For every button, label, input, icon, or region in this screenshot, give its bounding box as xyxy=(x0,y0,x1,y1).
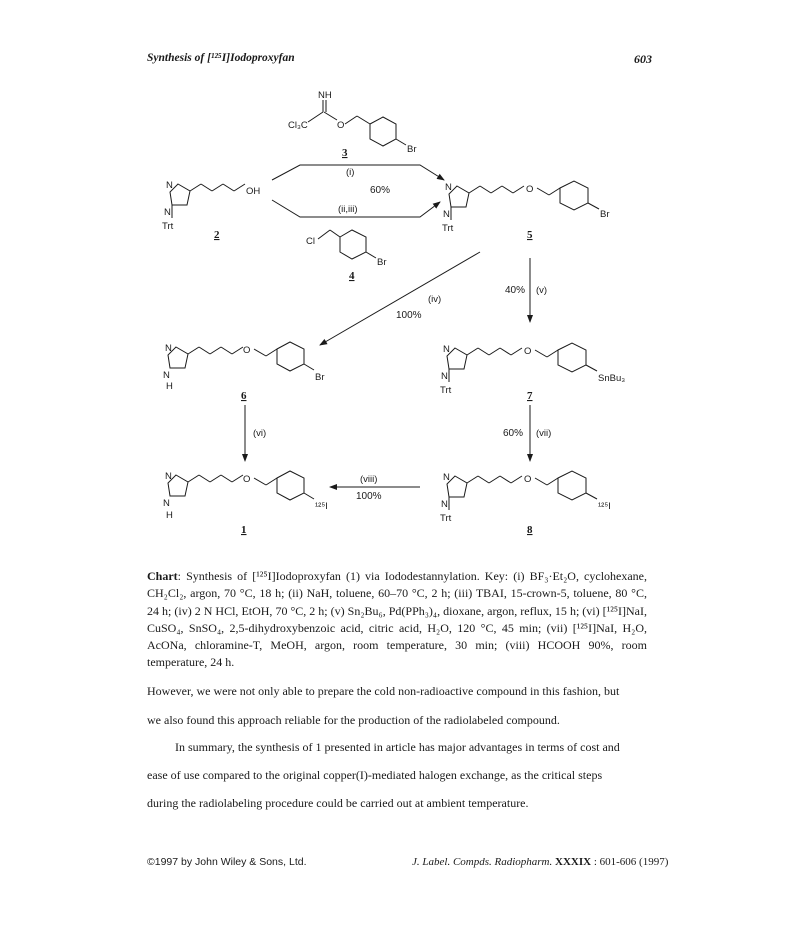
figure-caption xyxy=(147,568,647,672)
compound-5-structure xyxy=(449,181,599,220)
body-paragraph-1-line-1: However, we were not only able to prepare the cold non-radioactive compound in this fashion, but xyxy=(147,684,620,698)
cpd5-br: Br xyxy=(600,209,610,220)
cpd2-n-bottom: N xyxy=(164,207,171,218)
step-i-yield: 60% xyxy=(370,185,391,196)
cpd2-oh: OH xyxy=(246,186,261,197)
reagent-4-cl: Cl xyxy=(306,236,315,247)
arrow-step-iv xyxy=(320,252,480,345)
cpd1-n-top: N xyxy=(165,471,172,482)
cpd6-h: H xyxy=(166,381,173,392)
compound-7-structure xyxy=(447,343,597,382)
cpd7-o: O xyxy=(524,346,532,357)
cpd5-n-top: N xyxy=(445,182,452,193)
journal-volume: XXXIX xyxy=(555,856,592,868)
body-paragraph-1-line-2: we also found this approach reliable for the production of the radiolabeled compound. xyxy=(147,713,560,727)
compound-8-structure xyxy=(447,471,597,510)
cpd1-iodo: ¹²⁵I xyxy=(315,501,328,512)
step-vi-label: (vi) xyxy=(253,428,267,439)
step-iv-label: (iv) xyxy=(428,294,442,305)
reagent-4-label: 4 xyxy=(349,270,355,282)
cpd2-trt: Trt xyxy=(162,221,174,232)
cpd8-n-bottom: N xyxy=(441,499,448,510)
page-number: 603 xyxy=(634,52,652,66)
body-paragraph-2-line-2: ease of use compared to the original copper(I)-mediated halogen exchange, as the critical steps xyxy=(147,768,603,782)
cpd8-label: 8 xyxy=(527,524,533,536)
cpd6-label: 6 xyxy=(241,390,247,402)
reagent-4-structure xyxy=(318,230,376,259)
cpd5-trt: Trt xyxy=(442,223,454,234)
cpd6-o: O xyxy=(243,345,251,356)
reagent-4-br: Br xyxy=(377,257,387,268)
cpd5-n-bottom: N xyxy=(443,209,450,220)
cpd6-n-bottom: N xyxy=(163,370,170,381)
step-iv-yield: 100% xyxy=(396,310,422,321)
copyright-notice: ©1997 by John Wiley & Sons, Ltd. xyxy=(147,856,307,868)
cpd5-label: 5 xyxy=(527,229,533,241)
cpd8-iodo: ¹²⁵I xyxy=(598,501,611,512)
cpd8-n-top: N xyxy=(443,472,450,483)
step-i-label: (i) xyxy=(346,167,355,178)
cpd6-n-top: N xyxy=(165,343,172,354)
body-paragraph-2-line-1: In summary, the synthesis of 1 presented in article has major advantages in terms of cost and xyxy=(175,740,620,754)
caption-text: : Synthesis of [¹²⁵I]Iodoproxyfan (1) via Iododestannylation. Key: (i) BF₃·Et₂O, cyclohexane, CH₂Cl₂, argon, 70 °C, 18 h; (ii) NaH, toluene, 60–70 °C, 2 h; (iii) TBAI, 15-crown-5, toluene, 80 °C, 24 h; (iv) 2 N HCl, EtOH, 70 °C, 2 h; (v) Sn₂Bu₆, Pd(PPh₃)₄, dioxane, argon, reflux, 15 h; (vi) [¹²⁵I]NaI, CuSO₄, SnSO₄, 2,5-dihydroxybenzoic acid, citric acid, H₂O, 120 °C, 45 min; (vii) [¹²⁵I]NaI, H₂O, AcONa, chloramine-T, MeOH, argon, room temperature, 30 min; (viii) HCOOH 90%, room temperature, 24 h. xyxy=(147,569,647,670)
step-viii-yield: 100% xyxy=(356,491,382,502)
body-paragraph-2-line-3: during the radiolabeling procedure could be carried out at ambient temperature. xyxy=(147,796,529,810)
compound-2-structure xyxy=(170,184,245,218)
cpd5-o: O xyxy=(526,184,534,195)
cpd1-n-bottom: N xyxy=(163,498,170,509)
reagent-3-br: Br xyxy=(407,144,417,155)
cpd2-n-top: N xyxy=(166,180,173,191)
step-ii-iii-label: (ii,iii) xyxy=(338,204,358,215)
cpd7-n-bottom: N xyxy=(441,371,448,382)
cpd2-label: 2 xyxy=(214,229,220,241)
compound-6-structure xyxy=(168,342,314,371)
step-vii-label: (vii) xyxy=(536,428,552,439)
step-viii-label: (viii) xyxy=(360,474,378,485)
cpd1-h: H xyxy=(166,510,173,521)
running-title: Synthesis of [¹²⁵I]Iodoproxyfan xyxy=(147,52,295,64)
journal-pages: : 601-606 (1997) xyxy=(593,856,669,868)
arrow-step-i xyxy=(272,165,444,180)
journal-name: J. Label. Compds. Radiopharm. xyxy=(412,856,553,868)
step-v-label: (v) xyxy=(536,285,548,296)
step-v-yield: 40% xyxy=(505,285,526,296)
step-vii-yield: 60% xyxy=(503,428,524,439)
compound-1-structure xyxy=(168,471,314,500)
cpd1-label: 1 xyxy=(241,524,247,536)
reagent-3-label: 3 xyxy=(342,147,348,159)
cpd8-o: O xyxy=(524,474,532,485)
cpd1-o: O xyxy=(243,474,251,485)
cpd7-n-top: N xyxy=(443,344,450,355)
cpd6-br: Br xyxy=(315,372,325,383)
cpd7-snbu3: SnBu₃ xyxy=(598,373,626,384)
cpd8-trt: Trt xyxy=(440,513,452,524)
journal-citation xyxy=(412,856,668,868)
reagent-3-o: O xyxy=(337,120,345,131)
reagent-3-cl3c: Cl₃C xyxy=(288,120,308,131)
reagent-3-structure xyxy=(308,100,406,146)
cpd7-trt: Trt xyxy=(440,385,452,396)
caption-lead: Chart xyxy=(147,569,178,583)
cpd7-label: 7 xyxy=(527,390,533,402)
reagent-3-nh: NH xyxy=(318,90,332,101)
